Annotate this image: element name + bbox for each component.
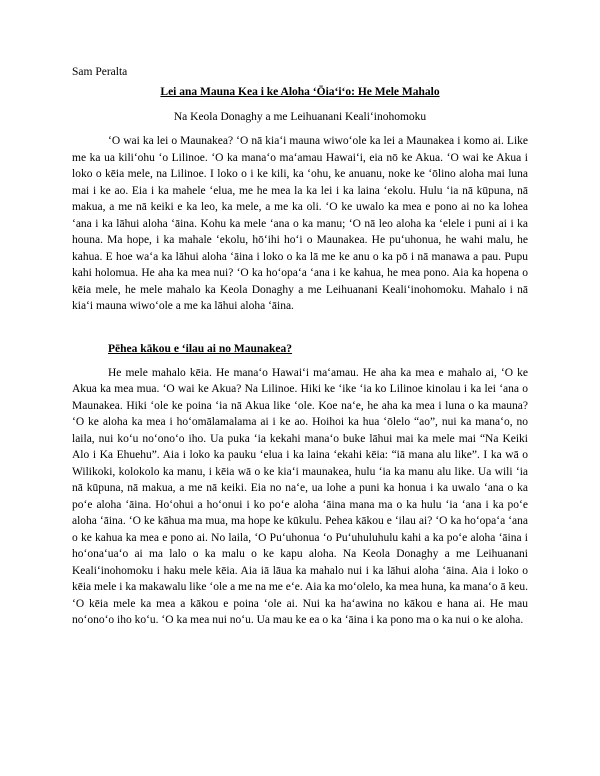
paragraph-2: He mele mahalo kēia. He manaʻo Hawaiʻi maʻamau. He aha ka mea e mahalo ai, ʻO ke Akua ka mea mua. ʻO wai ke Akua? Na Lilinoe. Hiki ke ʻike ʻia ko Lilinoe kinolau i ka lei ʻana o Maunakea. Hiki ʻole ke poina ʻia nā Akua like ʻole. Koe naʻe, he aha ka mea i luna o ka mauna? ʻO ke aloha ka mea i hoʻomālamalama ai i ke ao. Hoihoi ka hua ʻōlelo “ao”, nui ka manaʻo, no laila, nui koʻu noʻonoʻo iho. Ua puka ʻia kekahi manaʻo buke lāhui mai ka mele mai “Na Keiki Alo i Ka Ehuehu”. Aia i loko ka pauku ʻelua i ka laina ʻekahi kēia: “iā mana alu like”. I ka wā o Wilikoki, kolokolo ka manu, i kēia wā o ke kiaʻi maunakea, hulu ʻia ka manu alu like. Ua wili ʻia nā kūpuna, nā makua, a me nā keiki. Eia no naʻe, ua lohe a puni ka honua i ka uwalo ʻana o ka poʻe aloha ʻāina. Hoʻohui a hoʻonui i ko poʻe aloha ʻāina mana ma o ka hulu ʻia ʻana i ka poʻe aloha ʻāina. ʻO ke kāhua ma mua, ma hope ke kūkulu. Pehea kākou e ʻilau ai? ʻO ka hoʻopaʻa ʻana o ke kahua ka mea e pono ai. No laila, ʻO Puʻuhonua ʻo Puʻuhuluhulu kahi a ka poʻe aloha ʻāina i hoʻonaʻuaʻo ai ma lalo o ka malu o ke kapu aloha. Na Keola Donaghy a me Leihuanani Kealiʻinohomoku i haku mele kēia. Aia iā lāua ka mahalo nui i ka lāhui aloha ʻāina. Aia i loko o kēia mele i ka makawalu like ʻole a me na me eʻe. Aia ka moʻolelo, ka mea huna, ka manaʻo ā keu. ʻO kēia mele ka mea a kākou e poina ʻole ai. Nui ka haʻawina no kākou e hana ai. He mau noʻonoʻo iho koʻu. ʻO ka mea nui noʻu. Ua mau ke ea o ka ʻāina i ka pono ma o ka nui o ke aloha. xyxy=(72,366,528,626)
author-name: Sam Peralta xyxy=(72,66,128,78)
document-page xyxy=(72,64,528,629)
paragraph-1: ʻO wai ka lei o Maunakea? ʻO nā kiaʻi mauna wiwoʻole ka lei a Maunakea i komo ai. Like me ka ua kiliʻohu ʻo Lilinoe. ʻO ka manaʻo maʻamau Hawaiʻi, eia nō ke Akua. ʻO wai ke Akua i loko o kēia mele, na Lilinoe. I loko o i ke kili, ka ʻohu, ke anuanu, noke ke ʻōlino aloha mai luna mai i ke ao. Eia i ka mahele ʻelua, me he mea la ka lei i ka laina ʻekolu. Hulu ʻia nā kūpuna, nā makua, a me nā keiki e ka leo, ka mele, a me ka oli. ʻO ke uwalo ka mea e pono ai no ka lohea ʻana i ka lāhui aloha ʻāina. Kohu ka mele ʻana o ka manu; ʻO nā leo aloha ka ʻelele i puni ai i ka houna. Ma hope, i ka mahale ʻekolu, hōʻihi hoʻi o Maunakea. He puʻuhonua, he wahi malu, he kahua. E hoe waʻa ka lāhui aloha ʻāina i loko o ka lā me ke anu o ka pō i nā manawa a pau. Pupu kahi holomua. He aha ka mea nui? ʻO ka hoʻopaʻa ʻana i ke kahua, he mea pono. Aia ka hopena o kēia mele, he mele mahalo ka Keola Donaghy a me Leihuanani Kealiʻinohomoku. Mahalo i nā kiaʻi mauna wiwoʻole a me ka lāhui aloha ʻāina. xyxy=(72,135,528,312)
document-title: Lei ana Mauna Kea i ke Aloha ʻŌiaʻiʻo: He Mele Mahalo xyxy=(160,86,440,98)
section-heading: Pēhea kākou e ʻilau ai no Maunakea? xyxy=(108,342,293,355)
document-subtitle: Na Keola Donaghy a me Leihuanani Kealiʻinohomoku xyxy=(173,111,427,123)
